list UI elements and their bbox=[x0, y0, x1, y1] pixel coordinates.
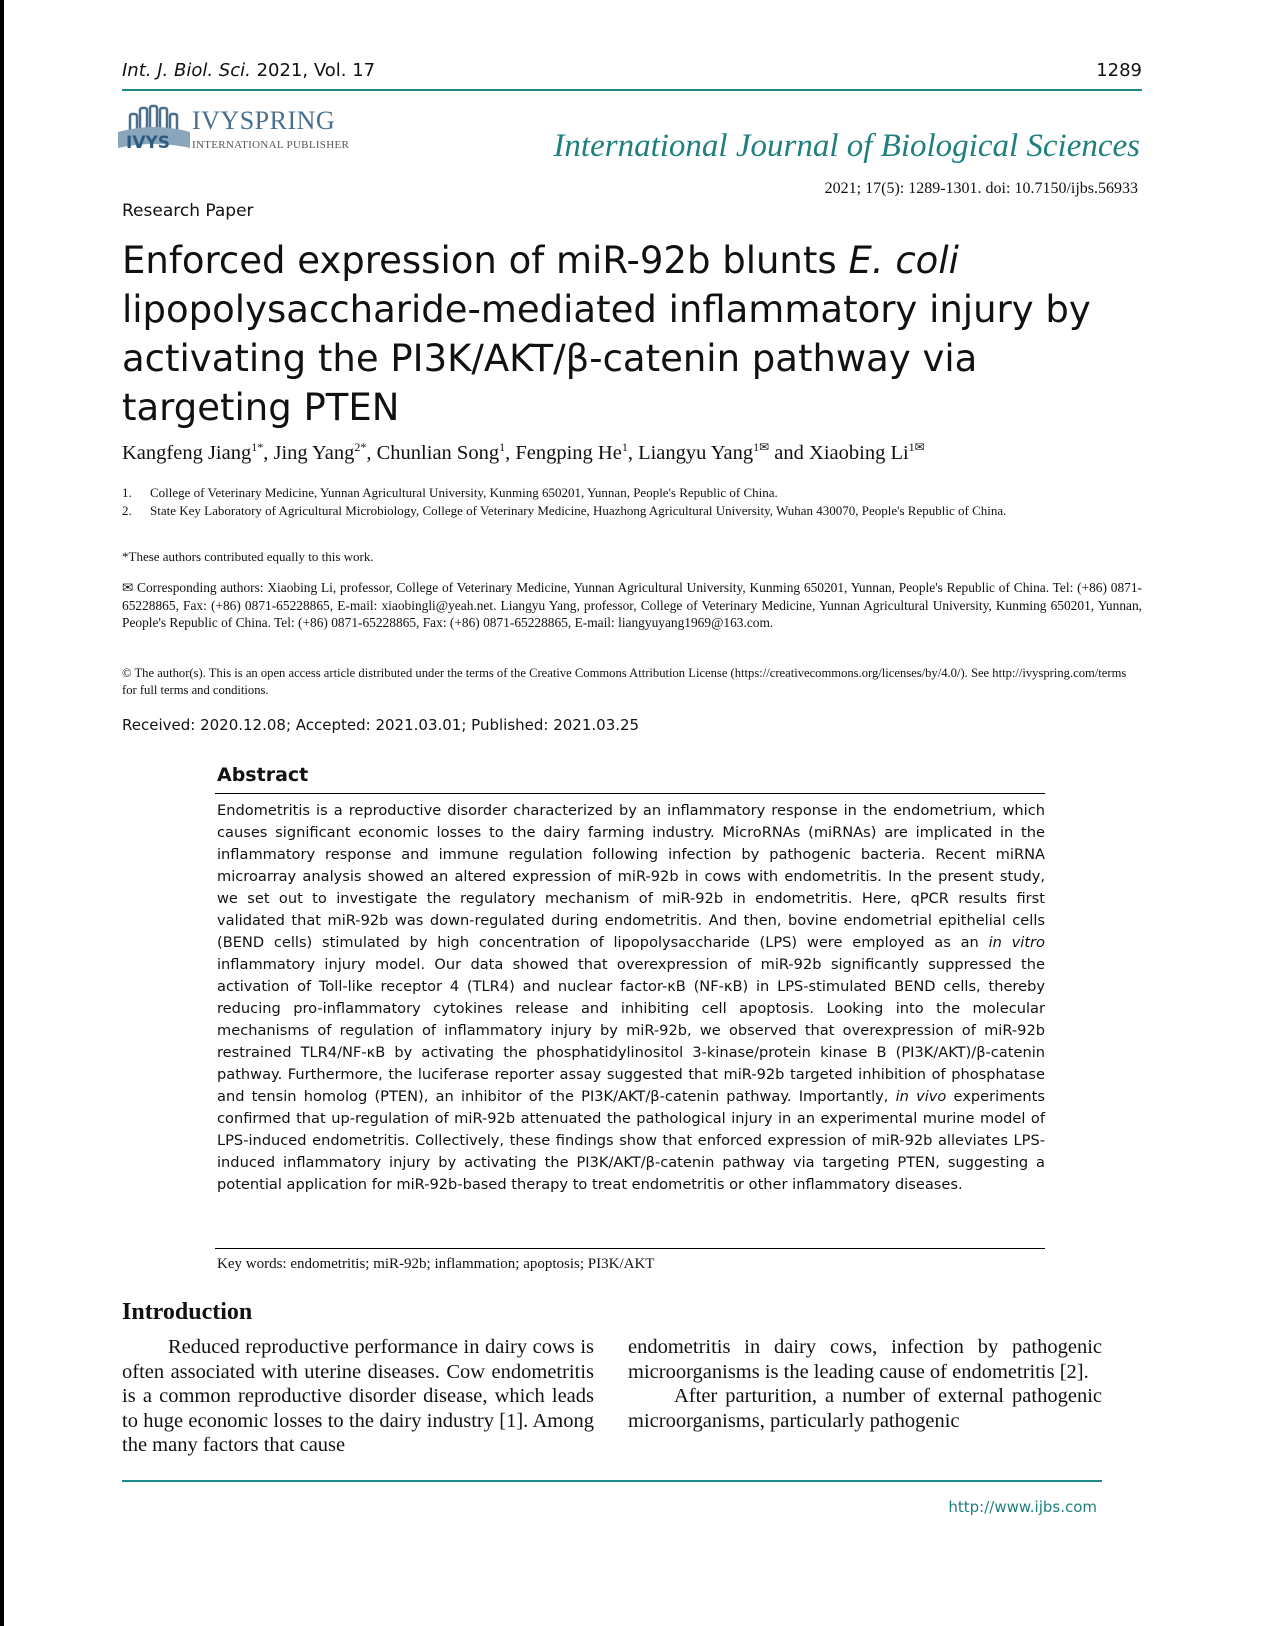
author-affiliation-mark: 1* bbox=[251, 440, 264, 454]
abstract-bottom-rule bbox=[215, 1248, 1045, 1249]
journal-abbrev: Int. J. Biol. Sci. 2021, Vol. 17 bbox=[122, 60, 376, 81]
svg-text:IVYS: IVYS bbox=[126, 133, 171, 153]
author-name: Fengping He bbox=[515, 441, 622, 464]
paragraph: Reduced reproductive performance in dairy cows is often associated with uterine diseases. Cow endometritis is a common reproductive disorder disease, which leads to huge economic losses to the dairy industry [1]. Among the many factors that cause bbox=[122, 1336, 594, 1457]
affiliation-2: 2. State Key Laboratory of Agricultural Microbiology, College of Veterinary Medicine, Huazhong Agricultural University, Wuhan 430070, People's Republic of China. bbox=[122, 503, 1007, 518]
author-name: Jing Yang bbox=[273, 441, 355, 464]
corresponding-authors: ✉ Corresponding authors: Xiaobing Li, professor, College of Veterinary Medicine, Yunnan Agricultural University, Kunming 650201, Yunnan, People's Republic of China. Tel: (+86) 0871-65228865, Fax: (+86) 0871-65228865, E-mail: xiaobingli@yeah.net. Liangyu Yang, professor, College of Veterinary Medicine, Yunnan Agricultural University, Kunming 650201, Yunnan, People's Republic of China. Tel: (+86) 0871-65228865, Fax: (+86) 0871-65228865, E-mail: liangyuyang1969@163.com. bbox=[122, 580, 1142, 631]
author-affiliation-mark: 1✉ bbox=[908, 440, 925, 454]
paragraph: After parturition, a number of external pathogenic microorganisms, particularly pathogenic bbox=[628, 1385, 1102, 1432]
page-number: 1289 bbox=[1096, 60, 1142, 81]
affiliation-1: 1. College of Veterinary Medicine, Yunnan Agricultural University, Kunming 650201, Yunnan, People's Republic of China. bbox=[122, 485, 778, 500]
publication-dates: Received: 2020.12.08; Accepted: 2021.03.01; Published: 2021.03.25 bbox=[122, 716, 640, 734]
citation: 2021; 17(5): 1289-1301. doi: 10.7150/ijbs.56933 bbox=[824, 180, 1138, 197]
author-name: Kangfeng Jiang bbox=[122, 441, 252, 464]
abstract-heading: Abstract bbox=[217, 764, 309, 786]
author-affiliation-mark: 2* bbox=[354, 440, 367, 454]
author-name: Liangyu Yang bbox=[638, 441, 754, 464]
keywords: Key words: endometritis; miR-92b; inflammation; apoptosis; PI3K/AKT bbox=[217, 1256, 655, 1272]
author-separator: , bbox=[366, 441, 377, 464]
author-list bbox=[122, 440, 925, 465]
abstract-text: Endometritis is a reproductive disorder characterized by an inflammatory response in the endometrium, which causes significant economic losses to the dairy farming industry. MicroRNAs (miRNAs) are implicated in the inflammatory response and immune regulation following infection by pathogenic bacteria. Recent miRNA microarray analysis showed an altered expression of miR-92b in cows with endometritis. In the present study, we set out to investigate the regulatory mechanism of miR-92b in endometritis. Here, qPCR results first validated that miR-92b was down-regulated during endometritis. And then, bovine endometrial epithelial cells (BEND cells) stimulated by high concentration of lipopolysaccharide (LPS) were employed as an in vitro inflammatory injury model. Our data showed that overexpression of miR-92b significantly suppressed the activation of Toll-like receptor 4 (TLR4) and nuclear factor-κB (NF-κB) in LPS-stimulated BEND cells, thereby reducing pro-inflammatory cytokines release and inhibiting cell apoptosis. Looking into the molecular mechanisms of regulation of inflammatory injury by miR-92b, we observed that overexpression of miR-92b restrained TLR4/NF-κB by activating the phosphatidylinositol 3-kinase/protein kinase B (PI3K/AKT)/β-catenin pathway. Furthermore, the luciferase reporter assay suggested that miR-92b targeted inhibition of phosphatase and tensin homolog (PTEN), an inhibitor of the PI3K/AKT/β-catenin pathway. Importantly, in vivo experiments confirmed that up-regulation of miR-92b attenuated the pathological injury in an experimental murine model of LPS-induced endometritis. Collectively, these findings show that enforced expression of miR-92b alleviates LPS-induced inflammatory injury by activating the PI3K/AKT/β-catenin pathway via targeting PTEN, suggesting a potential application for miR-92b-based therapy to treat endometritis or other inflammatory diseases. bbox=[217, 802, 1045, 1193]
author-separator: , bbox=[263, 441, 274, 464]
journal-url-link[interactable]: http://www.ijbs.com bbox=[948, 1498, 1097, 1516]
year-volume: 2021, Vol. 17 bbox=[256, 60, 376, 81]
paragraph: endometritis in dairy cows, infection by pathogenic microorganisms is the leading cause of endometritis [2]. bbox=[628, 1336, 1102, 1383]
author-affiliation-mark: 1✉ bbox=[753, 440, 770, 454]
author-affiliation-mark: 1 bbox=[499, 440, 506, 454]
author-affiliation-mark: 1 bbox=[621, 440, 628, 454]
affiliations bbox=[122, 484, 1142, 520]
author-name: Chunlian Song bbox=[376, 441, 500, 464]
author-name: Xiaobing Li bbox=[809, 441, 909, 464]
footer-rule bbox=[122, 1480, 1102, 1482]
article-title: Enforced expression of miR-92b blunts E. coli lipopolysaccharide-mediated inflammatory injury by activating the PI3K/AKT/β-catenin pathway via targeting PTEN bbox=[122, 239, 1091, 429]
body-column-right bbox=[628, 1335, 1102, 1433]
running-header bbox=[122, 60, 1142, 88]
author-separator: and bbox=[769, 441, 810, 464]
body-column-left bbox=[122, 1335, 594, 1458]
author-separator: , bbox=[627, 441, 639, 464]
introduction-heading: Introduction bbox=[122, 1299, 253, 1325]
header-rule bbox=[122, 89, 1142, 91]
article-type: Research Paper bbox=[122, 201, 254, 221]
publisher-name: IVYSPRING bbox=[192, 106, 336, 135]
author-separator: , bbox=[505, 441, 516, 464]
abstract-top-rule bbox=[215, 793, 1045, 794]
publisher-subtitle: INTERNATIONAL PUBLISHER bbox=[192, 139, 350, 151]
equal-contribution-note: *These authors contributed equally to this work. bbox=[122, 549, 374, 564]
journal-title: International Journal of Biological Sciences bbox=[553, 128, 1140, 164]
license-note: © The author(s). This is an open access article distributed under the terms of the Creative Commons Attribution License (https://creativecommons.org/licenses/by/4.0/). See http://ivyspring.com/terms for full terms and conditions. bbox=[122, 666, 1127, 697]
